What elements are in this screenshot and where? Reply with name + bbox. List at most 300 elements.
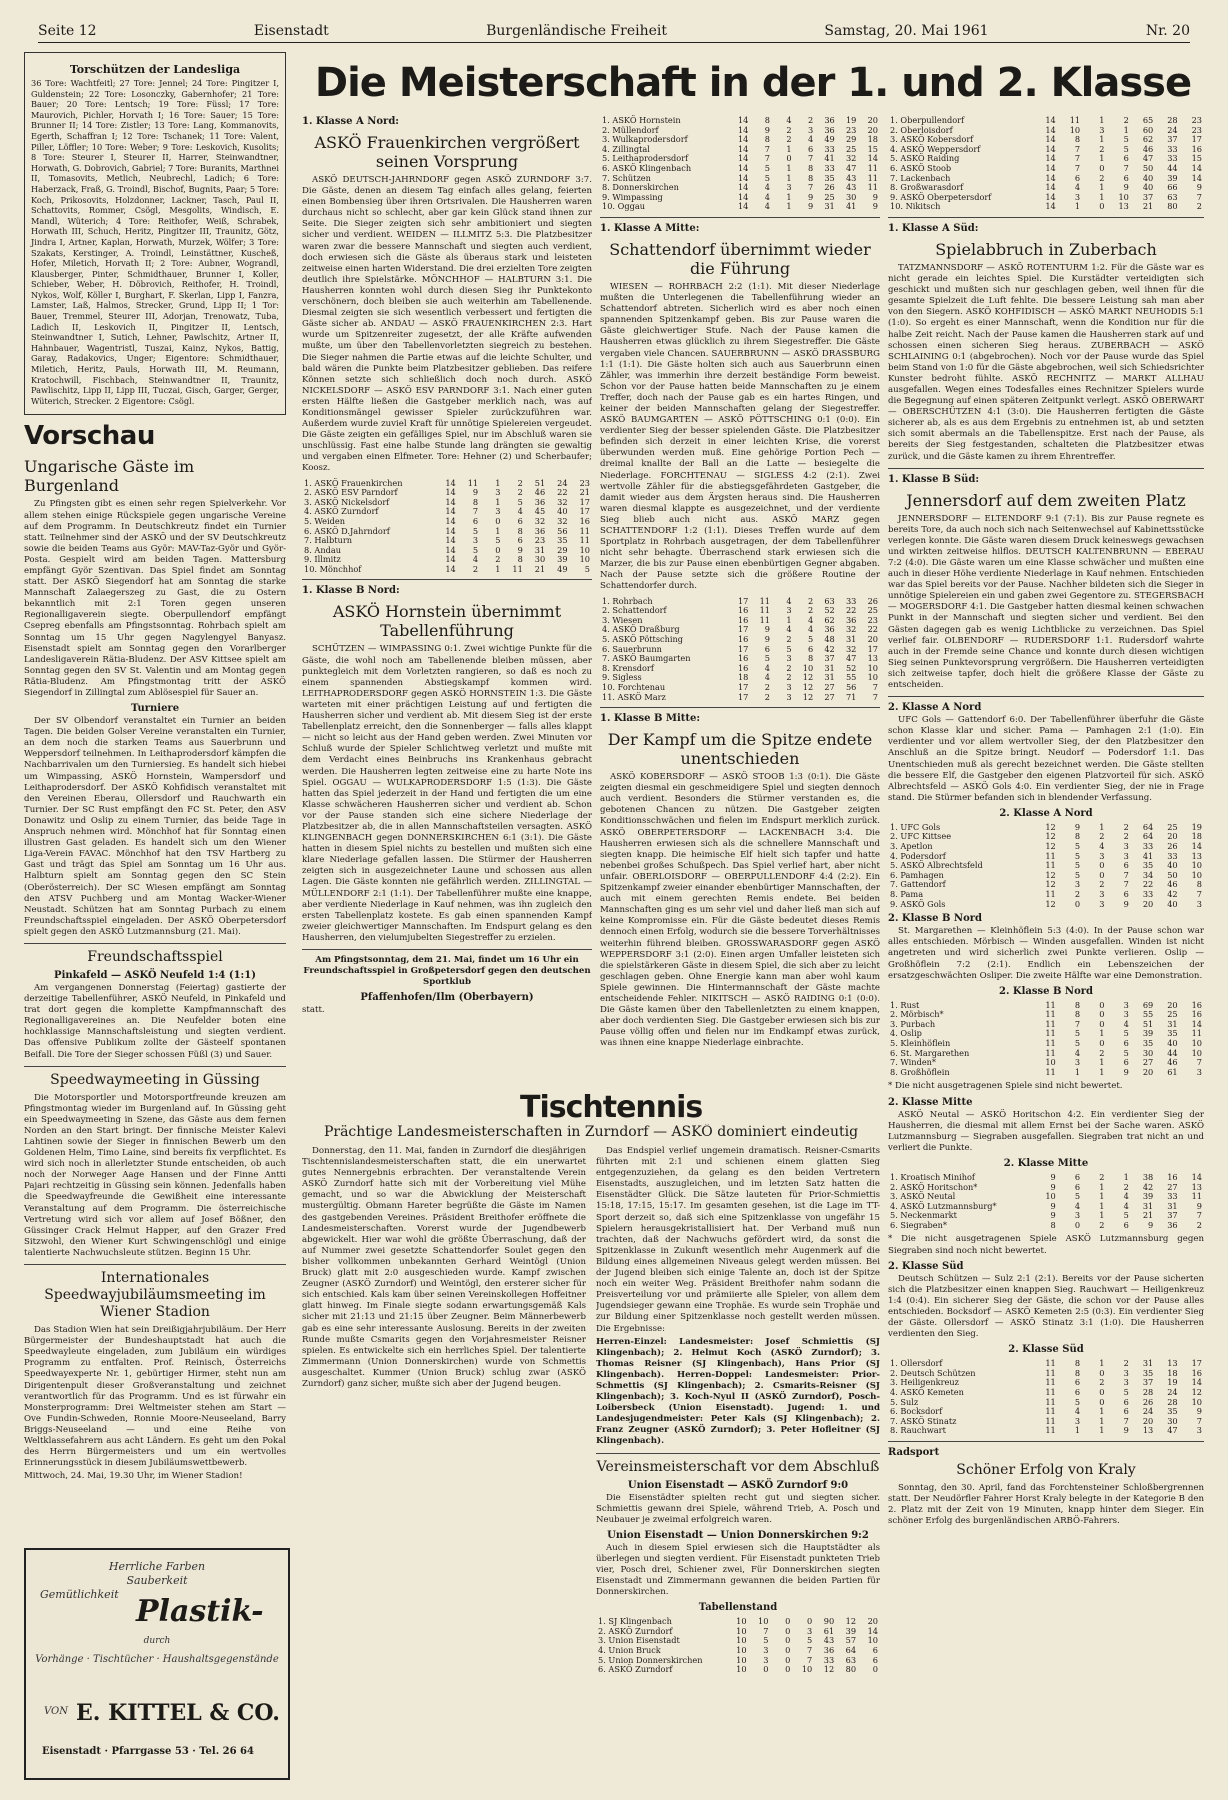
team-name: 3. ASKÖ Kobersdorf xyxy=(890,134,974,145)
table-cell: 13 xyxy=(1142,1425,1154,1436)
table-cell: 5 xyxy=(517,496,523,507)
klasse-b-mitte-head: Der Kampf um die Spitze endete unentschieden xyxy=(607,730,873,769)
table-cell: 45 xyxy=(534,506,546,517)
klasse-a-sued-head: Spielabbruch in Zuberbach xyxy=(935,239,1157,259)
table-cell: 10 xyxy=(736,1635,747,1646)
table-cell: 2 xyxy=(1123,821,1129,832)
table-cell: 64 xyxy=(1142,831,1154,842)
vorschau-title: Vorschau xyxy=(24,421,155,452)
table-cell: 5 xyxy=(472,544,479,555)
table-cell: 10 xyxy=(1191,1038,1202,1049)
table-cell: 4 xyxy=(764,182,770,193)
table-cell: 6 xyxy=(872,1645,878,1656)
table-cell: 49 xyxy=(557,563,568,574)
team-name: 6. ASKÖ Stoob xyxy=(890,162,952,173)
table-cell: 22 xyxy=(845,605,857,616)
table-cell: 11 xyxy=(579,535,590,546)
team-name: 3. Wiesen xyxy=(602,614,643,625)
table-cell: 9 xyxy=(1050,1181,1056,1192)
table-cell: 5 xyxy=(1123,1387,1129,1397)
table-cell: 32 xyxy=(845,153,857,164)
table-cell: 16 xyxy=(1167,1171,1178,1182)
table-cell: 21 xyxy=(1142,201,1154,212)
issue-number: Nr. 20 xyxy=(1145,23,1190,39)
table-cell: 11 xyxy=(1045,1038,1056,1049)
team-name: 1. Oberpullendorf xyxy=(890,115,965,125)
table-cell: 39 xyxy=(845,1625,857,1636)
table-cell: 11 xyxy=(1045,1406,1056,1417)
table-cell: 43 xyxy=(823,1635,835,1646)
table-cell: 9 xyxy=(1123,1066,1129,1077)
table-cell: 7 xyxy=(872,691,878,702)
table-cell: 33 xyxy=(824,162,835,173)
table-cell: 17 xyxy=(579,496,590,507)
team-name: 4. Podersdorf xyxy=(890,850,946,861)
table-cell: 51 xyxy=(1142,1018,1154,1029)
table-cell: 23 xyxy=(579,477,590,488)
table-cell: 4 xyxy=(1123,1018,1129,1029)
table-cell: 46 xyxy=(1167,879,1178,890)
team-name: 3. Union Eisenstadt xyxy=(598,1635,680,1646)
table-cell: 36 xyxy=(824,124,835,135)
table-cell: 10 xyxy=(867,662,878,673)
table-cell: 37 xyxy=(1167,1210,1178,1221)
table-cell: 2 xyxy=(1099,1377,1105,1388)
team-name: 1. UFC Gols xyxy=(890,821,941,832)
table-cell: 44 xyxy=(1167,162,1178,173)
table-cell: 4 xyxy=(786,115,792,125)
table-cell: 9 xyxy=(764,624,770,635)
table-cell: 14 xyxy=(737,172,749,183)
team-name: 10. Mönchhof xyxy=(304,563,362,574)
ad-address: Eisenstadt · Pfarrgasse 53 · Tel. 26 64 xyxy=(42,1746,254,1757)
verein-sub-2: Union Eisenstadt — Union Donnerskirchen 9:2 xyxy=(607,1529,869,1541)
klasse-a-nord-head: ASKÖ Frauenkirchen vergrößert seinen Vorsprung xyxy=(314,133,580,171)
table-cell: 6 xyxy=(1123,153,1129,164)
table-cell: 21 xyxy=(534,563,546,574)
team-name: 3. ASKÖ Nickelsdorf xyxy=(304,496,390,507)
table-cell: 35 xyxy=(1167,1028,1178,1039)
zweite-mitte-note: * Die nicht ausgetragenen Spiele ASKÖ Lutzmannsburg gegen Siegraben sind noch nicht bewertet. xyxy=(888,1234,1204,1256)
table-cell: 0 xyxy=(1099,869,1105,880)
zweite-sued-text: Deutsch Schützen — Sulz 2:1 (2:1). Bereits vor der Pause sicherten sich die Platzbesitzer einen knappen Sieg. Rauchwart — Heiligenkreuz 1:4 (0:4). Ein sicherer Sieg der Gäste, die schon vor der Pause alles entschieden. Bocksdorf — ASKÖ Kemeten 2:5 (0:3). Ein verdienter Sieg der Gäste. Ollersdorf — ASKÖ Stinatz 3:1 (1:0). Die Hausherren verdienten den Sieg. xyxy=(888,1273,1204,1340)
team-name: 4. Zillingtal xyxy=(602,143,650,154)
table-cell: 7 xyxy=(807,182,814,193)
team-name: 2. Oberloisdorf xyxy=(890,124,953,135)
table-cell: 20 xyxy=(867,124,878,135)
table-cell: 5 xyxy=(1123,1210,1129,1221)
table-cell: 8 xyxy=(1074,134,1081,145)
team-name: 6. Bocksdorf xyxy=(890,1406,943,1417)
table-cell: 2 xyxy=(786,124,792,135)
tischtennis-head-wrap xyxy=(302,1124,880,1142)
klasse-a-nord-text: ASKÖ DEUTSCH-JAHRNDORF gegen ASKÖ ZURNDORF 3:7. Die Gäste, denen an diesem Tag einfach alles gelang, feierten einen Bombensieg über ihren Ortsrivalen. Die Hausherren waren durchaus nicht so schlecht, aber gar kein Glück stand ihnen zur Seite. Die Sieger zeigten sich sehr ambitioniert und siegten sicher und verdient. WEIDEN — ILLMITZ 5:3. Die Platzbesitzer waren zwar die bessere Mannschaft und siegten auch verdient, doch erwiesen sich die Gäste als überaus stark und leisteten zeitweise einen harten Widerstand. Die drei erzielten Tore zeigten deutlich ihre Spielstärke. MÖNCHHOF — HALBTURN 3:1. Die Hausherren konnten wohl durch diesen Sieg ihr Punktekonto verschönern, doch bleiben sie auch weiterhin am Tabellenende. Diesmal zeigten sie sich wesentlich verbessert und fertigten die Gäste sicher ab. ANDAU — ASKÖ FRAUENKIRCHEN 2:3. Hart wurde um Spitzenreiter zugesetzt, der alle Kräfte aufwenden mußte, um über den Tabellenvorletzten siegreich zu bestehen. Die Sieger nahmen die Partie etwas auf die leichte Schulter, und bald wären die Punkte beim Platzbesitzer geblieben. Das reifere Können setzte sich schließlich doch noch durch. ASKÖ NICKELSDORF — ASKÖ ESV PARNDORF 3:1. Nach einer guten ersten Hälfte ließen die Gastgeber merklich nach, was auf Konditionsmängel gewisser Spieler zurückzuführen war. Außerdem wurde zuviel Kraft für unnötige Spielereien vergeudet. Die Gäste zeigten ein gefälliges Spiel, nur im Abschluß waren sie unschlüssig. Fast eine halbe Stunde lang drängten sie gewaltig und vergaben einen Elfmeter. Tore: Hehner (2) und Scherbaufer; Koosz. xyxy=(302,175,592,474)
table-cell: 1 xyxy=(1099,1406,1105,1417)
team-name: 8. Andau xyxy=(304,544,341,555)
table-cell: 30 xyxy=(1142,1047,1154,1058)
table-cell: 11 xyxy=(867,162,878,173)
team-name: 7. Gattendorf xyxy=(890,879,946,890)
table-cell: 3 xyxy=(472,535,479,546)
table-cell: 8 xyxy=(1074,1367,1081,1378)
table-cell: 14 xyxy=(445,554,456,565)
table-cell: 3 xyxy=(1196,898,1202,909)
team-name: 3. Wulkaprodersdorf xyxy=(602,134,688,145)
table-cell: 2 xyxy=(786,633,792,644)
table-cell: 11 xyxy=(1045,1425,1056,1436)
table-cell: 3 xyxy=(1196,1066,1202,1077)
table-cell: 1 xyxy=(1099,115,1105,125)
table-cell: 10 xyxy=(802,662,814,673)
table-cell: 29 xyxy=(845,134,857,145)
table-cell: 2 xyxy=(1123,1358,1129,1369)
table-cell: 3 xyxy=(1099,889,1105,900)
table-cell: 2 xyxy=(807,605,814,616)
table-cell: 33 xyxy=(824,143,835,154)
table-cell: 2 xyxy=(1123,1181,1129,1192)
team-name: 5. Weiden xyxy=(304,515,345,526)
table-cell: 7 xyxy=(1074,162,1081,173)
table-cell: 9 xyxy=(807,201,814,212)
freund-text: Am vergangenen Donnerstag (Feiertag) gastierte der derzeitige Tabellenführer, ASKÖ Neufeld, in Pinkafeld und trat dort gegen die komplette Kampfmannschaft des Regionalligavereines an. Die Neufelder boten eine hochklassige Mannschaftsleistung und siegten verdient. Das offensive Publikum zollte der Gästeelf spontanen Beifall. Die Tore der Sieger schossen Füßl (3) und Sauer. xyxy=(24,982,286,1060)
table-cell: 63 xyxy=(1167,191,1178,202)
table-cell: 20 xyxy=(867,1616,878,1627)
table-cell: 6 xyxy=(517,515,523,526)
table-cell: 31 xyxy=(824,201,835,212)
table-cell: 49 xyxy=(824,134,835,145)
table-cell: 11 xyxy=(1045,1377,1056,1388)
table-cell: 10 xyxy=(579,544,590,555)
table-cell: 9 xyxy=(764,124,770,135)
table-cell: 14 xyxy=(1045,124,1056,135)
zweite-a-nord-text: UFC Gols — Gattendorf 6:0. Der Tabellenführer überfuhr die Gäste schon Klasse klar und sicher. Pama — Pamhagen 2:1 (1:0). Ein verdienter und vor allem wertvoller Sieg, der den Platzbesitzer den Anschluß an die Spitze bringt. Neudorf — Podersdorf 1:1. Das Unentschieden muß als gerecht bezeichnet werden. Die Gäste stellten die bessere Elf, die Gastgeber den eigenen Platzvorteil für sich. ASKÖ Albrechtsfeld — ASKÖ Gols 4:0. Ein verdienter Sieg, der nie in Frage stand. Die Stürmer befanden sich in blendender Verfassung. xyxy=(888,715,1204,803)
table-cell: 14 xyxy=(1045,201,1056,212)
table-cell: 2 xyxy=(1099,1219,1105,1230)
table-cell: 10 xyxy=(1045,1057,1056,1068)
table-cell: 2 xyxy=(1099,172,1105,183)
table-cell: 5 xyxy=(1074,1038,1081,1049)
table-cell: 14 xyxy=(445,506,456,517)
table-cell: 13 xyxy=(1191,850,1202,861)
team-name: 7. Halbturn xyxy=(304,535,353,546)
issue-date: Samstag, 20. Mai 1961 xyxy=(824,23,989,39)
table-cell: 16 xyxy=(737,653,749,664)
table-cell: 3 xyxy=(763,1654,769,1665)
table-cell: 5 xyxy=(1074,1028,1081,1039)
table-cell: 2 xyxy=(1099,1047,1105,1058)
table-cell: 5 xyxy=(1074,860,1081,871)
table-cell: 11 xyxy=(1045,1396,1056,1407)
klasse-b-nord-label: 1. Klasse B Nord: xyxy=(302,585,400,597)
team-name: 2. UFC Kittsee xyxy=(890,831,952,842)
table-cell: 5 xyxy=(584,563,590,574)
table-cell: 36 xyxy=(824,624,835,635)
speedway-text: Die Motorsportler und Motorsportfreunde kreuzen am Pfingstmontag wieder im Burgenland auf. In Güssing geht ein Speedwaymeeting in Szene, das Gäste aus dem fernen Norden an den Start bringt. Der finnische Meister Kalevi Lahtinen sowie der Sieger in finnischen Bewerb um den Goldenen Helm, Timo Laine, sind bereits fix verpflichtet. Es wird sich noch in allerletzter Stunde entscheiden, ob auch noch der Norweger Aage Hansen und der Finne Antti Pajari rechtzeitig in Güssing sein können. Jedenfalls haben die Speedwayfreunde die Gewißheit eine interessante Veranstaltung auf dem Programm. Die österreichische Vertretung wird sich vor allem auf Josef Bößner, den Güssinger Crack Helmut Happer, auf den Grazer Fred Sitzwohl, den Wiener Kurt Schwingenschlögl und einige talentierte Nachwuchsleute stützen. Beginn 15 Uhr. xyxy=(24,1092,286,1258)
klasse-b-sued-head: Jennersdorf auf dem zweiten Platz xyxy=(906,490,1186,510)
klasse-b-nord-text: SCHÜTZEN — WIMPASSING 0:1. Zwei wichtige Punkte für die Gäste, die wohl noch am Tabellenende bleiben müssen, aber punktegleich mit dem Vorletzten rangieren, so daß es noch zu einem spannenden Abstiegskampf kommen wird. LEITHAPRODERSDORF gegen ASKÖ HORNSTEIN 1:3. Die Gäste warteten mit einer prächtigen Leistung auf und fertigten die Hausherren sicher und verdient ab. Mit diesem Sieg ist der erste Tabellenplatz erreicht, den die Sonnenberger — falls alles klappt — nicht so leicht aus der Hand geben werden. Zwei Minuten vor Schluß wurde der Spieler Schlichtweg verletzt und mußte mit dem Verdacht eines Beinbruchs ins Krankenhaus gebracht werden. Die Hausherren legten zeitweise eine zu harte Note ins Spiel. OGGAU — WULKAPRODERSDORF 1:5 (1:3). Die Gäste hatten das Spiel jederzeit in der Hand und fertigten die um eine Klasse schwächeren Hausherren sicher und verdient ab. Schon vor der Pause standen sich eine sichere Niederlage der Platzbesitzer ab, die in allen Mannschaftsteilen versagten. ASKÖ KLINGENBACH gegen DONNERSKIRCHEN 6:1 (3:1). Die Gäste hatten in diesem Spiel nichts zu bestellen und mußten sich eine klare Niederlage gefallen lassen. Die Stürmer der Hausherren zeigten sich in ausgezeichneter Laune und schossen aus allen Lagen. Die Gäste konnten nie gefährlich werden. ZILLINGTAL — MÜLLENDORF 2:1 (1:1). Der Tabellenführer mußte eine knappe, aber verdiente Niederlage in Kauf nehmen, was ihn zugleich den ersten Tabellenplatz kostete. Es gab einen spannenden Kampf zweier gleichwertiger Mannschaften. Im Endspurt gelang es den Hausherren, den vielumjubelten Siegestreffer zu erzielen. xyxy=(302,644,592,943)
table-cell: 7 xyxy=(1074,1018,1081,1029)
table-cell: 14 xyxy=(737,191,749,202)
table-cell: 6 xyxy=(1074,172,1081,183)
tischtennis-head: Prächtige Landesmeisterschaften in Zurndorf — ASKÖ dominiert eindeutig xyxy=(323,1124,859,1140)
table-cell: 28 xyxy=(1167,115,1178,125)
table-cell: 33 xyxy=(1167,850,1178,861)
table-cell: 3 xyxy=(786,681,792,692)
table-cell: 1 xyxy=(786,143,792,154)
table-cell: 20 xyxy=(1142,1066,1154,1077)
column-3 xyxy=(600,112,880,1052)
table-cell: 30 xyxy=(1167,1415,1178,1426)
table-cell: 32 xyxy=(845,624,857,635)
table-cell: 16 xyxy=(737,614,749,625)
table-cell: 11 xyxy=(579,525,590,536)
table-cell: 10 xyxy=(736,1654,747,1665)
table-cell: 17 xyxy=(1191,134,1202,145)
table-cell: 42 xyxy=(824,643,835,654)
team-name: 1. SJ Klingenbach xyxy=(598,1616,672,1627)
table-cell: 3 xyxy=(1123,1367,1129,1378)
table-cell: 3 xyxy=(1074,1415,1081,1426)
team-name: 4. ASKÖ Draßburg xyxy=(602,624,680,635)
table-cell: 2 xyxy=(764,681,770,692)
table-cell: 33 xyxy=(845,595,857,606)
table-cell: 6 xyxy=(1074,1181,1081,1192)
table-cell: 32 xyxy=(557,515,568,526)
table-cell: 14 xyxy=(445,487,456,498)
table-cell: 9 xyxy=(1196,1406,1202,1417)
table-cell: 1 xyxy=(786,614,792,625)
table-cell: 63 xyxy=(824,595,835,606)
table-cell: 5 xyxy=(764,162,770,173)
table-cell: 3 xyxy=(1099,124,1105,135)
table-cell: 48 xyxy=(824,633,835,644)
table-zweite-b-nord xyxy=(888,1001,1204,1078)
table-cell: 16 xyxy=(737,633,749,644)
table-cell: 0 xyxy=(495,544,501,555)
table-cell: 18 xyxy=(737,672,749,683)
table-cell: 14 xyxy=(445,525,456,536)
table-cell: 20 xyxy=(1167,999,1178,1010)
table-cell: 18 xyxy=(1167,1367,1178,1378)
table-cell: 10 xyxy=(1191,869,1202,880)
zweite-b-nord-table-title: 2. Klasse B Nord xyxy=(999,985,1093,997)
table-cell: 5 xyxy=(1123,1047,1129,1058)
table-cell: 0 xyxy=(763,1664,769,1675)
table-cell: 31 xyxy=(845,633,857,644)
table-cell: 36 xyxy=(534,525,546,536)
table-cell: 2 xyxy=(1099,143,1105,154)
table-cell: 14 xyxy=(1191,841,1202,852)
table-cell: 61 xyxy=(1167,1066,1178,1077)
table-cell: 3 xyxy=(495,506,501,517)
table-cell: 20 xyxy=(867,633,878,644)
table-cell: 10 xyxy=(736,1625,747,1636)
table-cell: 7 xyxy=(1196,889,1202,900)
table-cell: 60 xyxy=(1142,124,1154,135)
table-cell: 7 xyxy=(807,153,814,164)
table-cell: 1 xyxy=(1099,1057,1105,1068)
table-cell: 9 xyxy=(1050,1171,1056,1182)
table-cell: 35 xyxy=(1167,1406,1178,1417)
table-cell: 6 xyxy=(872,1654,878,1665)
table-cell: 17 xyxy=(737,691,749,702)
table-cell: 33 xyxy=(1167,1191,1178,1202)
table-cell: 50 xyxy=(1167,869,1178,880)
table-cell: 13 xyxy=(867,653,878,664)
table-cell: 9 xyxy=(1148,1219,1154,1230)
table-cell: 11 xyxy=(1045,1028,1056,1039)
klasse-a-sued-text: TATZMANNSDORF — ASKÖ ROTENTURM 1:2. Für die Gäste war es nicht gerade ein leichtes Spiel. Die Kurstädter verteidigten sich geschickt und mußten sich nur geschlagen geben, weil ihnen für die gesamte Spielzeit die Luft fehlte. Die bessere Leistung sah man aber von den Siegern. ASKÖ KOHFIDISCH — ASKÖ MARKT NEUHODIS 5:1 (1:0). So ergeht es einer Mannschaft, wenn die Kondition nur für die halbe Zeit reicht. Nach der Pause kamen die Hausherren stark auf und schossen einen sicheren Sieg heraus. ZUBERBACH — ASKÖ SCHLAINING 0:1 (abgebrochen). Noch vor der Pause wurde das Spiel beim Stand von 1:0 für die Gäste abgebrochen, weil sich Schiedsrichter Kunster bedroht fühlte. ASKÖ RECHNITZ — MARKT ALLHAU ausgefallen. Wegen eines Todesfalles eines Rechnitzer Spielers wurde die Begegnung auf einen späteren Zeitpunkt verlegt. ASKÖ OBERWART — OBERSCHÜTZEN 4:1 (3:0). Die Hausherren fertigten die Gäste sicherer ab, als es aus dem Ergebnis zu entnehmen ist, ab und setzten sich somit abermals an die Tabellenspitze. Erst nach der Pause, als bereits der Sieg festgestanden, schalteten die Platzbesitzer etwas zurück, und die Gäste kamen zu ihrem Ehrentreffer. xyxy=(888,262,1204,462)
table-cell: 0 xyxy=(1099,1009,1105,1020)
table-cell: 12 xyxy=(802,681,814,692)
team-name: 5. ASKÖ Albrechtsfeld xyxy=(890,860,983,871)
table-cell: 9 xyxy=(472,487,479,498)
team-name: 2. ASKÖ ESV Parndorf xyxy=(304,487,398,498)
table-cell: 43 xyxy=(845,182,857,193)
klasse-b-mitte-text: ASKÖ KOBERSDORF — ASKÖ STOOB 1:3 (0:1). Die Gäste zeigten diesmal ein geschmeidigere Spiel und siegten dennoch auch verdient. Besonders die Stürmer verstanden es, die gebotenen Chancen zu nützen. Die Gastgeber zeigten Konditionsschwächen und fielen im Endspurt merklich zurück. ASKÖ OBERPETERSDORF — LACKENBACH 3:4. Die Hausherren erwiesen sich als die schnellere Mannschaft und siegten knapp. Die heimische Elf hielt sich tapfer und hatte nebenbei großes Schußpech. Das Spiel verlief hart, aber nicht unfair. OBERLOISDORF — OBERPULLENDORF 4:4 (2:2). Ein Spitzenkampf zweier einander ebenbürtiger Mannschaften, der auch mit einem gerechten Remis endete. Bei beiden Mannschaften ging es um sehr viel und daher ließ man sich auf keine Kompromisse ein. Für die Gäste bedeutet dieses Remis dennoch einen Erfolg, wodurch sie die bessere Torverhältnisses weiterhin führend bleiben. GROSSWARASDORF gegen ASKÖ WEPPERSDORF 3:1 (2:0). Einen argen Umfaller leisteten sich die spielstärkeren Gäste in diesem Spiel, die sich aber zu leicht geschlagen geben. Ohne Energie kann man aber wohl kaum Spiele gewinnen. Die Hintermannschaft der Gäste machte entscheidende Fehler. NIKITSCH — ASKÖ RAIDING 0:1 (0:0). Die Gäste kamen über den Tabellenletzten zu einem knappen, aber doch verdienten Sieg. Die Gastgeber erwiesen sich bis zur Pause völlig offen und fielen nur im Endkampf etwas zurück, was ihnen eine knappe Niederlage einbrachte. xyxy=(600,772,880,1049)
table-cell: 1 xyxy=(786,201,792,212)
team-name: 8. Rauchwart xyxy=(890,1425,946,1436)
table-cell: 9 xyxy=(872,201,878,212)
team-name: 9. ASKÖ Oberpetersdorf xyxy=(890,191,992,202)
table-cell: 65 xyxy=(1142,115,1154,125)
table-cell: 11 xyxy=(1045,1387,1056,1397)
table-cell: 10 xyxy=(1191,1047,1202,1058)
table-cell: 2 xyxy=(786,672,792,683)
table-cell: 42 xyxy=(1142,1181,1154,1192)
tischtennis-col-b xyxy=(596,1146,880,1776)
table-cell: 12 xyxy=(1191,1387,1202,1397)
table-cell: 0 xyxy=(1074,898,1081,909)
team-name: 5. Leithaprodersdorf xyxy=(602,153,689,164)
table-cell: 14 xyxy=(445,563,456,574)
table-cell: 1 xyxy=(495,525,501,536)
table-cell: 12 xyxy=(1045,879,1056,890)
table-cell: 8 xyxy=(807,162,814,173)
table-cell: 64 xyxy=(1142,821,1154,832)
table-cell: 11 xyxy=(759,614,770,625)
table-cell: 0 xyxy=(1099,1387,1105,1397)
team-name: 5. Sulz xyxy=(890,1396,919,1407)
section-name: Eisenstadt xyxy=(253,23,329,39)
table-cell: 6 xyxy=(807,643,814,654)
table-cell: 56 xyxy=(557,525,568,536)
table-cell: 0 xyxy=(1099,162,1105,173)
table-cell: 6 xyxy=(1123,1219,1129,1230)
zweite-sued-label: 2. Klasse Süd xyxy=(888,1260,964,1272)
team-name: 6. Sauerbrunn xyxy=(602,643,662,654)
table-cell: 4 xyxy=(1074,182,1081,193)
table-cell: 4 xyxy=(807,134,814,145)
table-cell: 0 xyxy=(786,153,792,164)
klasse-b-sued-text: JENNERSDORF — ELTENDORF 9:1 (7:1). Bis zur Pause regnete es bereits Tore, da auch noch sich nach Seitenwechsel auf Kabinettsstücke verlegen konnte. Die Gäste waren diesem Druck keineswegs gewachsen und wirkten zeitweise hilflos. DEUTSCH KALTENBRUNN — EBERAU 7:2 (4:0). Die Gäste waren um eine Klasse schwächer und mußten eine auch in dieser Höhe verdiente Niederlage in Kauf nehmen. Entschieden war das Spiel bereits vor der Pause. Nachher bildeten sich die Sieger in unnötige Spielereien ein und gaben zwei Gegentore zu. STEGERSBACH — MOGERSDORF 4:1. Die Gastgeber hatten diesmal keinen schwachen Punkt in der Mannschaft und siegten sicher und verdient. Bei den Gästen dagegen gab es wenig Lichtblicke zu verzeichnen. Das Spiel verlief fair. OLBENDORF — RUDERSDORF 1:1. Rudersdorf wahrte auch in der Fremde seine Chance und konnte durch diesen wichtigen Sieg seinen Punktevorsprung vergrößern. Die Hausherren verteidigten sich zeitweise tapfer, doch hielt die größere Klasse der Gäste zu entscheiden. xyxy=(888,513,1204,691)
table-cell: 11 xyxy=(867,172,878,183)
table-cell: 1 xyxy=(1099,1028,1105,1039)
table-cell: 7 xyxy=(1074,153,1081,164)
table-row xyxy=(888,900,1204,910)
table-cell: 1 xyxy=(1123,124,1129,135)
table-cell: 3 xyxy=(1123,1009,1129,1020)
table-klasse-a-nord xyxy=(302,479,592,575)
team-name: 2. Schattendorf xyxy=(602,605,667,616)
table-cell: 8 xyxy=(1196,879,1202,890)
team-name: 3. ASKÖ Neutal xyxy=(890,1191,956,1202)
table-cell: 8 xyxy=(1074,1358,1081,1369)
table-cell: 26 xyxy=(1167,841,1178,852)
table-cell: 6 xyxy=(1123,889,1129,900)
table-cell: 17 xyxy=(737,681,749,692)
table-cell: 1 xyxy=(495,563,501,574)
table-cell: 1 xyxy=(786,191,792,202)
team-name: 6. Pamhagen xyxy=(890,869,944,880)
radsport-label: Radsport xyxy=(888,1446,940,1458)
table-cell: 2 xyxy=(786,662,792,673)
ad-company: E. KITTEL & CO. xyxy=(76,1700,280,1726)
turniere-text: Der SV Olbendorf veranstaltet ein Turnier an beiden Tagen. Die beiden Golser Vereine veranstalten ein Turnier, an dem noch die starken Teams aus Sauerbrunn und Weppersdorf teilnehmen. In Leithaprodersdorf kämpfen die Nachbarrivalen um den Turniersieg. Es handelt sich hiebei um Wimpassing, ASKÖ Hornstein, Wampersdorf und Leithaprodersdorf. Der ASKÖ Kohfidisch veranstaltet mit den Vereinen Eberau, Ollersdorf und Rauchwarth ein Turnier. Der SC Rust empfängt den FC St. Peter, den ASV Donawitz und Oslip zu einem Turnier, das beide Tage in Anspruch nehmen wird. Mönchhof hat für Sonntag einen illustren Gast geladen. Es handelt sich um den Wiener Liga-Verein FAVAC. Mönchhof hat den TSV Hartberg zu Gast und trägt das Spiel am Sonntag um 16 Uhr aus. Halbturn spielt am Sonntag gegen den SC Stein (Oberösterreich). Der SC Wiesen empfängt am Sonntag den ATSV Puchberg und am Montag Wacker-Wiener Neustadt. Schützen hat am Sonntag Purbach zu einem Freundschaftsspiel eingeladen. Der ASKÖ Oberpetersdorf spielt gegen den ASKÖ Lutzmannsburg (21. Mai). xyxy=(24,716,286,937)
table-cell: 12 xyxy=(823,1664,835,1675)
table-cell: 24 xyxy=(1167,124,1178,135)
team-name: 5. Kleinhöflein xyxy=(890,1038,951,1049)
table-cell: 9 xyxy=(764,633,770,644)
team-name: 3. Purbach xyxy=(890,1018,936,1029)
table-cell: 5 xyxy=(1074,1191,1081,1202)
table-cell: 16 xyxy=(579,515,590,526)
table-cell: 27 xyxy=(1142,1057,1154,1068)
table-cell: 12 xyxy=(1045,869,1056,880)
table-cell: 25 xyxy=(1167,1009,1178,1020)
team-name: 7. Lackenbach xyxy=(890,172,951,183)
table-cell: 56 xyxy=(845,681,857,692)
table-cell: 10 xyxy=(1118,191,1129,202)
table-cell: 11 xyxy=(467,477,479,488)
table-cell: 3 xyxy=(1099,898,1105,909)
table-cell: 10 xyxy=(758,1616,769,1627)
table-cell: 2 xyxy=(1123,115,1129,125)
table-cell: 11 xyxy=(1045,1009,1056,1020)
table-cell: 5 xyxy=(1123,134,1129,145)
team-name: 2. Deutsch Schützen xyxy=(890,1367,976,1378)
table-cell: 14 xyxy=(1045,172,1056,183)
table-cell: 11 xyxy=(1045,850,1056,861)
table-cell: 6 xyxy=(517,535,523,546)
table-cell: 14 xyxy=(737,153,749,164)
table-cell: 10 xyxy=(867,1635,878,1646)
table-cell: 20 xyxy=(1167,831,1178,842)
team-name: 6. St. Margarethen xyxy=(890,1047,970,1058)
tischtennis-results: Herren-Einzel: Landesmeister: Josef Schmiettis (SJ Klingenbach); 2. Helmut Koch (ASKÖ Zurndorf); 3. Thomas Reisner (SJ Klingenbach), Hans Prior (SJ Klingenbach). Herren-Doppel: Landesmeister: Prior-Schmettis (SJ Klingenbach); 2. Csmarits-Reisner (SJ Klingenbach); 3. Koch-Nyul II (ASKÖ Zurndorf), Posch-Loibersbeck (Union Eisenstadt). Jugend: 1. und Landesjugendmeister: Peter Kals (SJ Klingenbach); 2. Franz Zeugner (ASKÖ Zurndorf); 3. Peter Hofleitner (SJ Klingenbach). xyxy=(596,1336,880,1447)
table-cell: 23 xyxy=(1191,124,1202,135)
table-cell: 47 xyxy=(845,653,857,664)
team-name: 7. ASKÖ Baumgarten xyxy=(602,653,691,664)
table-cell: 8 xyxy=(517,554,523,565)
table-cell: 11 xyxy=(1191,1028,1202,1039)
table-cell: 14 xyxy=(445,515,456,526)
table-cell: 14 xyxy=(737,124,749,135)
table-cell: 3 xyxy=(807,1625,813,1636)
table-cell: 47 xyxy=(1142,153,1154,164)
team-name: 4. ASKÖ Weppersdorf xyxy=(890,143,981,154)
team-name: 7. Winden* xyxy=(890,1057,937,1068)
table-cell: 47 xyxy=(1167,1425,1178,1436)
table-cell: 6 xyxy=(1123,1057,1129,1068)
table-cell: 15 xyxy=(867,143,878,154)
team-name: 4. ASKÖ Zurndorf xyxy=(304,506,379,517)
table-cell: 8 xyxy=(1050,1219,1056,1230)
zweite-sued-table-title: 2. Klasse Süd xyxy=(1008,1344,1084,1356)
table-cell: 39 xyxy=(1142,1191,1154,1202)
table-cell: 10 xyxy=(1069,124,1081,135)
table-cell: 14 xyxy=(1191,1377,1202,1388)
